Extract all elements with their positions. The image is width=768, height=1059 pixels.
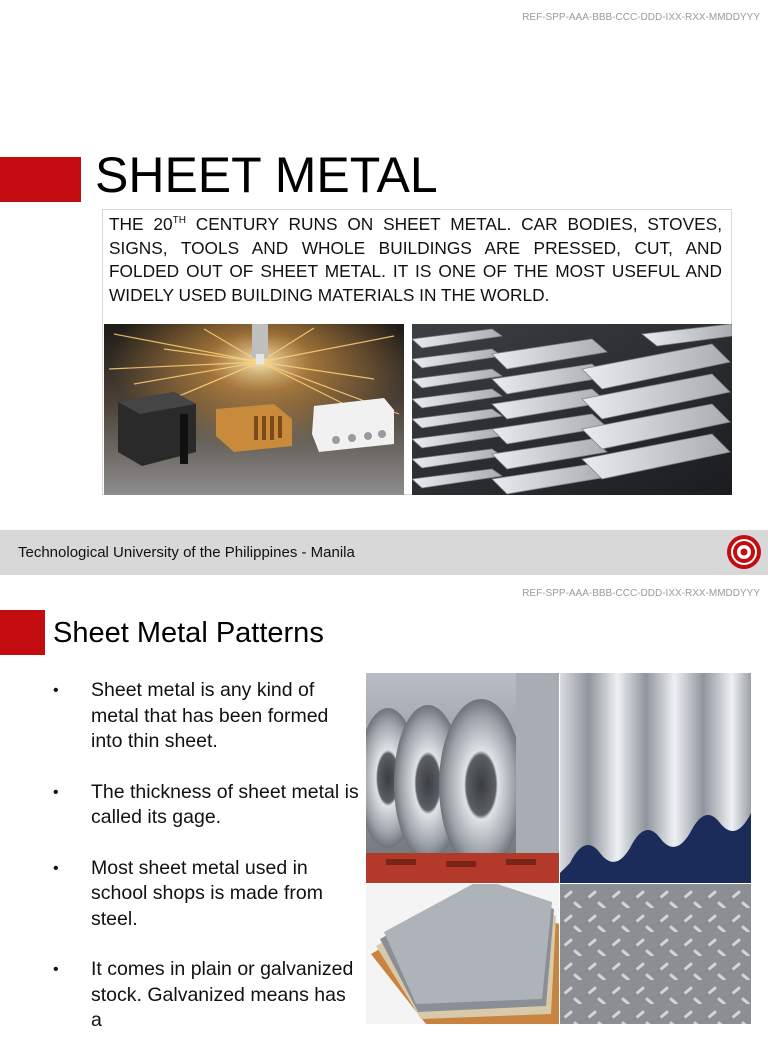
- bullet-list: [50, 678, 360, 1059]
- list-item: • It comes in plain or galvanized stock. Galvanized means has a: [53, 958, 354, 1031]
- list-item: • Most sheet metal used in school shops is made from steel.: [53, 856, 323, 930]
- list-item: • Sheet metal is any kind of metal that has been formed into thin sheet.: [53, 679, 329, 752]
- intro-paragraph: THE 20TH CENTURY RUNS ON SHEET METAL. CAR BODIES, STOVES, SIGNS, TOOLS AND WHOLE BUILDINGS ARE PRESSED, CUT, AND FOLDED OUT OF SHEET METAL. IT IS ONE OF THE MOST USEFUL AND WIDELY USED BUILDING MATERIALS IN THE WORLD.: [109, 214, 722, 305]
- laser-cutting-photo: [104, 324, 404, 495]
- tread-plate-photo: [560, 884, 751, 1024]
- steel-coils-photo: [366, 673, 559, 883]
- stacked-sheets-photo: [412, 324, 732, 495]
- accent-bar-2: [0, 610, 45, 655]
- accent-bar: [0, 157, 81, 202]
- reference-code: REF-SPP-AAA-BBB-CCC-DDD-IXX-RXX-MMDDYYY: [522, 12, 760, 23]
- footer-bar: [0, 530, 768, 575]
- slide-title-2: Sheet Metal Patterns: [53, 617, 324, 649]
- university-seal-icon: [726, 534, 762, 570]
- slide-title: SHEET METAL: [95, 147, 438, 203]
- list-item: • The thickness of sheet metal is called its gage.: [53, 780, 359, 828]
- corrugated-sheet-photo: [560, 673, 751, 883]
- reference-code-2: REF-SPP-AAA-BBB-CCC-DDD-IXX-RXX-MMDDYYY: [522, 588, 760, 599]
- metal-plates-photo: [366, 884, 559, 1024]
- university-name: Technological University of the Philippines - Manila: [18, 544, 355, 561]
